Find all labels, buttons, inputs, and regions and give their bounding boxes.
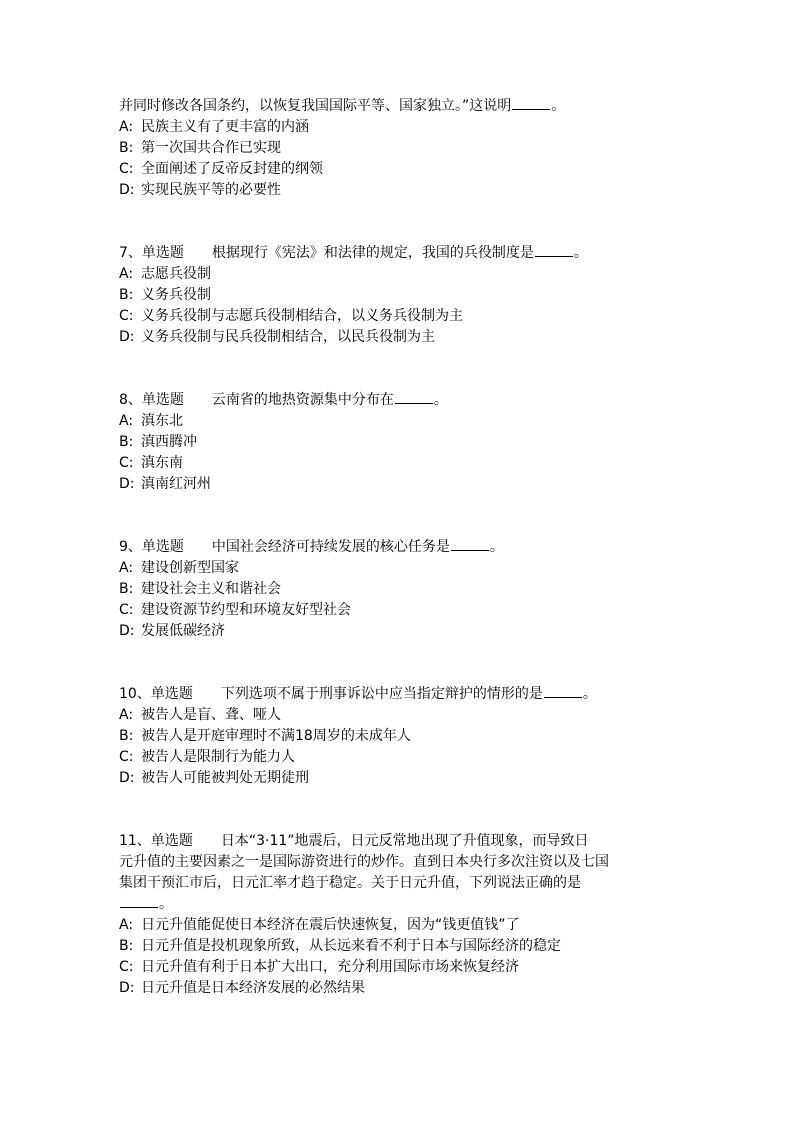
option-a: A: 日元升值能促使日本经济在震后快速恢复，因为“钱更值钱”了 [119, 917, 520, 933]
question-6-continued [119, 96, 679, 201]
question-stem: 10、单选题 下列选项不属于刑事诉讼中应当指定辩护的情形的是 。 [119, 684, 679, 705]
question-number: 8、 [119, 392, 142, 408]
question-9 [119, 537, 679, 642]
question-7 [119, 243, 679, 348]
question-type: 单选题 [141, 539, 184, 555]
option-a: A: 建设创新型国家 [119, 560, 239, 576]
option-b: B: 滇西腾冲 [119, 434, 197, 450]
question-stem: 11、单选题 日本“3·11”地震后，日元反常地出现了升值现象，而导致日 [119, 831, 679, 852]
option-b: B: 义务兵役制 [119, 287, 211, 303]
answer-blank [120, 894, 158, 908]
question-stem: 并同时修改各国条约，以恢复我国国际平等、国家独立。”这说明 。 [119, 98, 566, 114]
option-b: B: 第一次国共合作已实现 [119, 140, 281, 156]
question-8 [119, 390, 679, 495]
spacer [119, 348, 679, 390]
question-type: 单选题 [141, 245, 184, 261]
spacer [119, 642, 679, 684]
option-d: D: 发展低碳经济 [119, 623, 225, 639]
question-stem: 8、单选题 云南省的地热资源集中分布在 。 [119, 390, 679, 411]
option-c: C: 全面阐述了反帝反封建的纲领 [119, 161, 323, 177]
answer-blank [535, 243, 573, 257]
question-number: 11、 [119, 833, 151, 849]
question-stem: 7、单选题 根据现行《宪法》和法律的规定，我国的兵役制度是 。 [119, 243, 679, 264]
exam-page [119, 96, 679, 999]
option-d: D: 被告人可能被判处无期徒刑 [119, 770, 309, 786]
question-number: 9、 [119, 539, 142, 555]
question-type: 单选题 [150, 833, 193, 849]
option-c: C: 建设资源节约型和环境友好型社会 [119, 602, 351, 618]
option-a: A: 被告人是盲、聋、哑人 [119, 707, 281, 723]
question-stem-line: 元升值的主要因素之一是国际游资进行的炒作。直到日本央行多次注资以及七国 [119, 854, 609, 870]
option-d: D: 实现民族平等的必要性 [119, 182, 281, 198]
answer-blank [512, 96, 550, 110]
answer-blank [451, 537, 489, 551]
option-d: D: 日元升值是日本经济发展的必然结果 [119, 980, 365, 996]
option-d: D: 义务兵役制与民兵役制相结合，以民兵役制为主 [119, 329, 435, 345]
option-a: A: 民族主义有了更丰富的内涵 [119, 119, 309, 135]
question-number: 10、 [119, 686, 151, 702]
question-stem: 9、单选题 中国社会经济可持续发展的核心任务是 。 [119, 537, 679, 558]
option-d: D: 滇南红河州 [119, 476, 211, 492]
option-c: C: 义务兵役制与志愿兵役制相结合，以义务兵役制为主 [119, 308, 463, 324]
spacer [119, 789, 679, 831]
question-stem-line: 。 [119, 894, 679, 915]
spacer [119, 201, 679, 243]
option-c: C: 滇东南 [119, 455, 183, 471]
answer-blank [395, 390, 433, 404]
question-type: 单选题 [141, 392, 184, 408]
question-number: 7、 [119, 245, 142, 261]
answer-blank [544, 684, 582, 698]
option-a: A: 志愿兵役制 [119, 266, 211, 282]
option-b: B: 日元升值是投机现象所致，从长远来看不利于日本与国际经济的稳定 [119, 938, 561, 954]
option-b: B: 被告人是开庭审理时不满18周岁的未成年人 [119, 728, 411, 744]
option-b: B: 建设社会主义和谐社会 [119, 581, 281, 597]
question-type: 单选题 [150, 686, 193, 702]
spacer [119, 495, 679, 537]
option-c: C: 被告人是限制行为能力人 [119, 749, 295, 765]
question-11 [119, 831, 679, 999]
option-c: C: 日元升值有利于日本扩大出口，充分利用国际市场来恢复经济 [119, 959, 519, 975]
question-stem-line: 集团干预汇市后，日元汇率才趋于稳定。关于日元升值，下列说法正确的是 [119, 875, 581, 891]
option-a: A: 滇东北 [119, 413, 183, 429]
question-10 [119, 684, 679, 789]
